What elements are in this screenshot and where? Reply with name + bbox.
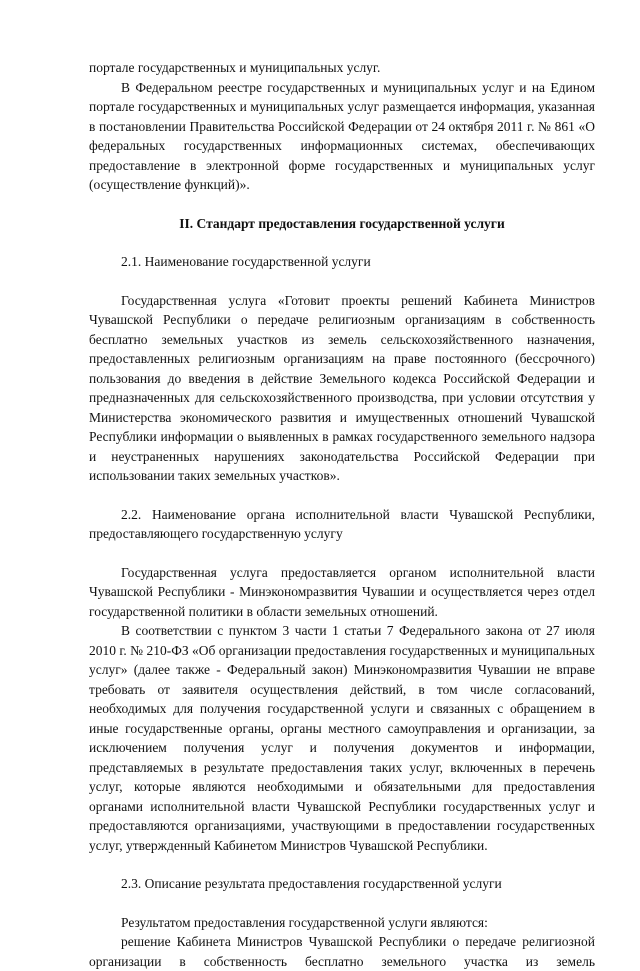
paragraph-continuation: порталe государственных и муниципальных услуг.: [89, 60, 381, 75]
document-page: [89, 58, 595, 971]
section-heading: II. Стандарт предоставления государственной услуги: [179, 215, 505, 231]
paragraph-result-decision: решение Кабинета Министров Чувашской Республики о передаче религиозной организации в собственность бесплатно земельного участка из земель: [89, 934, 595, 969]
paragraph-federal-law: В соответствии с пунктом 3 части 1 статьи 7 Федерального закона от 27 июля 2010 г. № 210-ФЗ «Об организации предоставления государственных и муниципальных услуг» (далее также - Федеральный закон) Минэкономразвития Чувашии не вправе требовать от заявителя осуществления действий, в том числе согласований, необходимых для получения государственной услуги и связанных с обращением в иные государственные органы, органы местного самоуправления и организации, за исключением получения услуг и получения документов и информации, представляемых в результате предоставления таких услуг, включенных в перечень услуг, которые являются необходимыми и обязательными для предоставления органами исполнительной власти Чувашской Республики государственных услуг и предоставляются организациями, участвующими в предоставлении государственных услуг, утвержденный Кабинетом Министров Чувашской Республики.: [89, 623, 595, 853]
paragraph-federal-registry: В Федеральном реестре государственных и муниципальных услуг и на Едином портале государственных и муниципальных услуг размещается информация, указанная в постановлении Правительства Российской Федерации от 24 октября 2011 г. № 861 «О федеральных государственных информационных системах, обеспечивающих предоставление в электронной форме государственных и муниципальных услуг (осуществление функций)».: [89, 79, 595, 192]
subsection-heading-2-1: 2.1. Наименование государственной услуги: [121, 254, 371, 269]
subsection-heading-2-2: 2.2. Наименование органа исполнительной власти Чувашской Республики, предоставляющего государственную услугу: [89, 506, 595, 541]
subsection-heading-2-3: 2.3. Описание результата предоставления государственной услуги: [121, 876, 502, 891]
paragraph-result-intro: Результатом предоставления государственной услуги являются:: [121, 914, 488, 930]
paragraph-service-name: Государственная услуга «Готовит проекты решений Кабинета Министров Чувашской Республики о передаче религиозным организациям в собственность бесплатно земельных участков из земель сельскохозяйственного назначения, предоставленных религиозным организациям на праве постоянного (бессрочного) пользования до введения в действие Земельного кодекса Российской Федерации и предназначенных для сельскохозяйственного производства, при условии отсутствия у Министерства экономического развития и имущественных отношений Чувашской Республики информации о выявленных в рамках государственного земельного надзора и неустраненных нарушениях законодательства Российской Федерации при использовании таких земельных участков».: [89, 292, 595, 483]
paragraph-service-provider: Государственная услуга предоставляется органом исполнительной власти Чувашской Республики - Минэкономразвития Чувашии и осуществляется через отдел государственной политики в области земельных отношений.: [89, 564, 595, 619]
